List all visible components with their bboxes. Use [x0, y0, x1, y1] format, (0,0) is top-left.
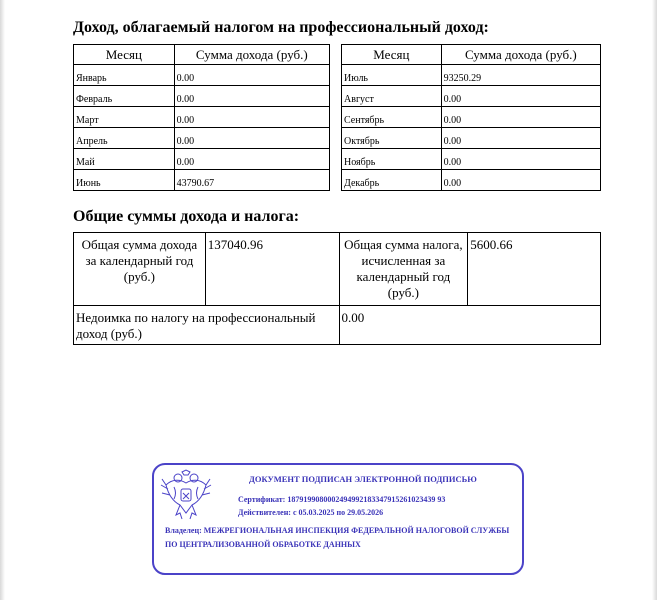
table-row	[74, 170, 330, 191]
table-row	[342, 107, 601, 128]
electronic-signature-stamp	[152, 463, 524, 575]
month-cell: Апрель	[74, 128, 175, 149]
income-table-right	[341, 44, 601, 191]
amount-cell: 93250.29	[441, 65, 600, 86]
amount-cell: 0.00	[174, 107, 329, 128]
amount-cell: 0.00	[174, 65, 329, 86]
table-row	[342, 170, 601, 191]
page-shadow-left	[0, 0, 5, 600]
table-row	[342, 65, 601, 86]
amount-cell: 0.00	[174, 149, 329, 170]
month-cell: Май	[74, 149, 175, 170]
total-income-label: Общая сумма дохода за календарный год (руб.)	[74, 233, 206, 306]
table-row	[74, 86, 330, 107]
table-row	[74, 107, 330, 128]
totals-row	[74, 233, 601, 306]
total-tax-value: 5600.66	[468, 233, 601, 306]
amount-column-header: Сумма дохода (руб.)	[441, 45, 600, 65]
amount-cell: 0.00	[441, 149, 600, 170]
table-row	[342, 86, 601, 107]
stamp-title: ДОКУМЕНТ ПОДПИСАН ЭЛЕКТРОННОЙ ПОДПИСЬЮ	[249, 474, 477, 484]
stamp-owner: Владелец: МЕЖРЕГИОНАЛЬНАЯ ИНСПЕКЦИЯ ФЕДЕРАЛЬНОЙ НАЛОГОВОЙ СЛУЖБЫ ПО ЦЕНТРАЛИЗОВАННОЙ ОБРАБОТКЕ ДАННЫХ	[165, 526, 510, 549]
month-cell: Июль	[342, 65, 442, 86]
total-tax-label: Общая сумма налога, исчисленная за календарный год (руб.)	[339, 233, 468, 306]
amount-cell: 0.00	[441, 107, 600, 128]
table-row	[342, 128, 601, 149]
table-header-row	[342, 45, 601, 65]
amount-cell: 0.00	[174, 128, 329, 149]
month-cell: Март	[74, 107, 175, 128]
coat-of-arms-icon	[160, 469, 212, 527]
table-row	[74, 149, 330, 170]
month-cell: Август	[342, 86, 442, 107]
amount-column-header: Сумма дохода (руб.)	[174, 45, 329, 65]
totals-section-title: Общие суммы дохода и налога:	[73, 208, 300, 225]
table-row	[342, 149, 601, 170]
stamp-certificate: Сертификат: 1879199080002494992183347915261023439 93	[238, 495, 446, 504]
month-cell: Январь	[74, 65, 175, 86]
amount-cell: 0.00	[441, 128, 600, 149]
amount-cell: 0.00	[441, 170, 600, 191]
income-table-left	[73, 44, 330, 191]
month-cell: Июнь	[74, 170, 175, 191]
arrears-row	[74, 306, 601, 345]
table-row	[74, 128, 330, 149]
month-cell: Февраль	[74, 86, 175, 107]
month-cell: Декабрь	[342, 170, 442, 191]
stamp-validity: Действителен: с 05.03.2025 по 29.05.2026	[238, 508, 384, 517]
table-header-row	[74, 45, 330, 65]
table-row	[74, 65, 330, 86]
month-column-header: Месяц	[342, 45, 442, 65]
total-income-value: 137040.96	[205, 233, 339, 306]
month-cell: Сентябрь	[342, 107, 442, 128]
month-cell: Октябрь	[342, 128, 442, 149]
amount-cell: 43790.67	[174, 170, 329, 191]
page-shadow-right	[652, 0, 657, 600]
amount-cell: 0.00	[441, 86, 600, 107]
arrears-value: 0.00	[339, 306, 601, 345]
totals-table	[73, 232, 601, 345]
arrears-label: Недоимка по налогу на профессиональный доход (руб.)	[74, 306, 340, 345]
month-column-header: Месяц	[74, 45, 175, 65]
month-cell: Ноябрь	[342, 149, 442, 170]
income-section-title: Доход, облагаемый налогом на профессиональный доход:	[73, 19, 489, 36]
amount-cell: 0.00	[174, 86, 329, 107]
